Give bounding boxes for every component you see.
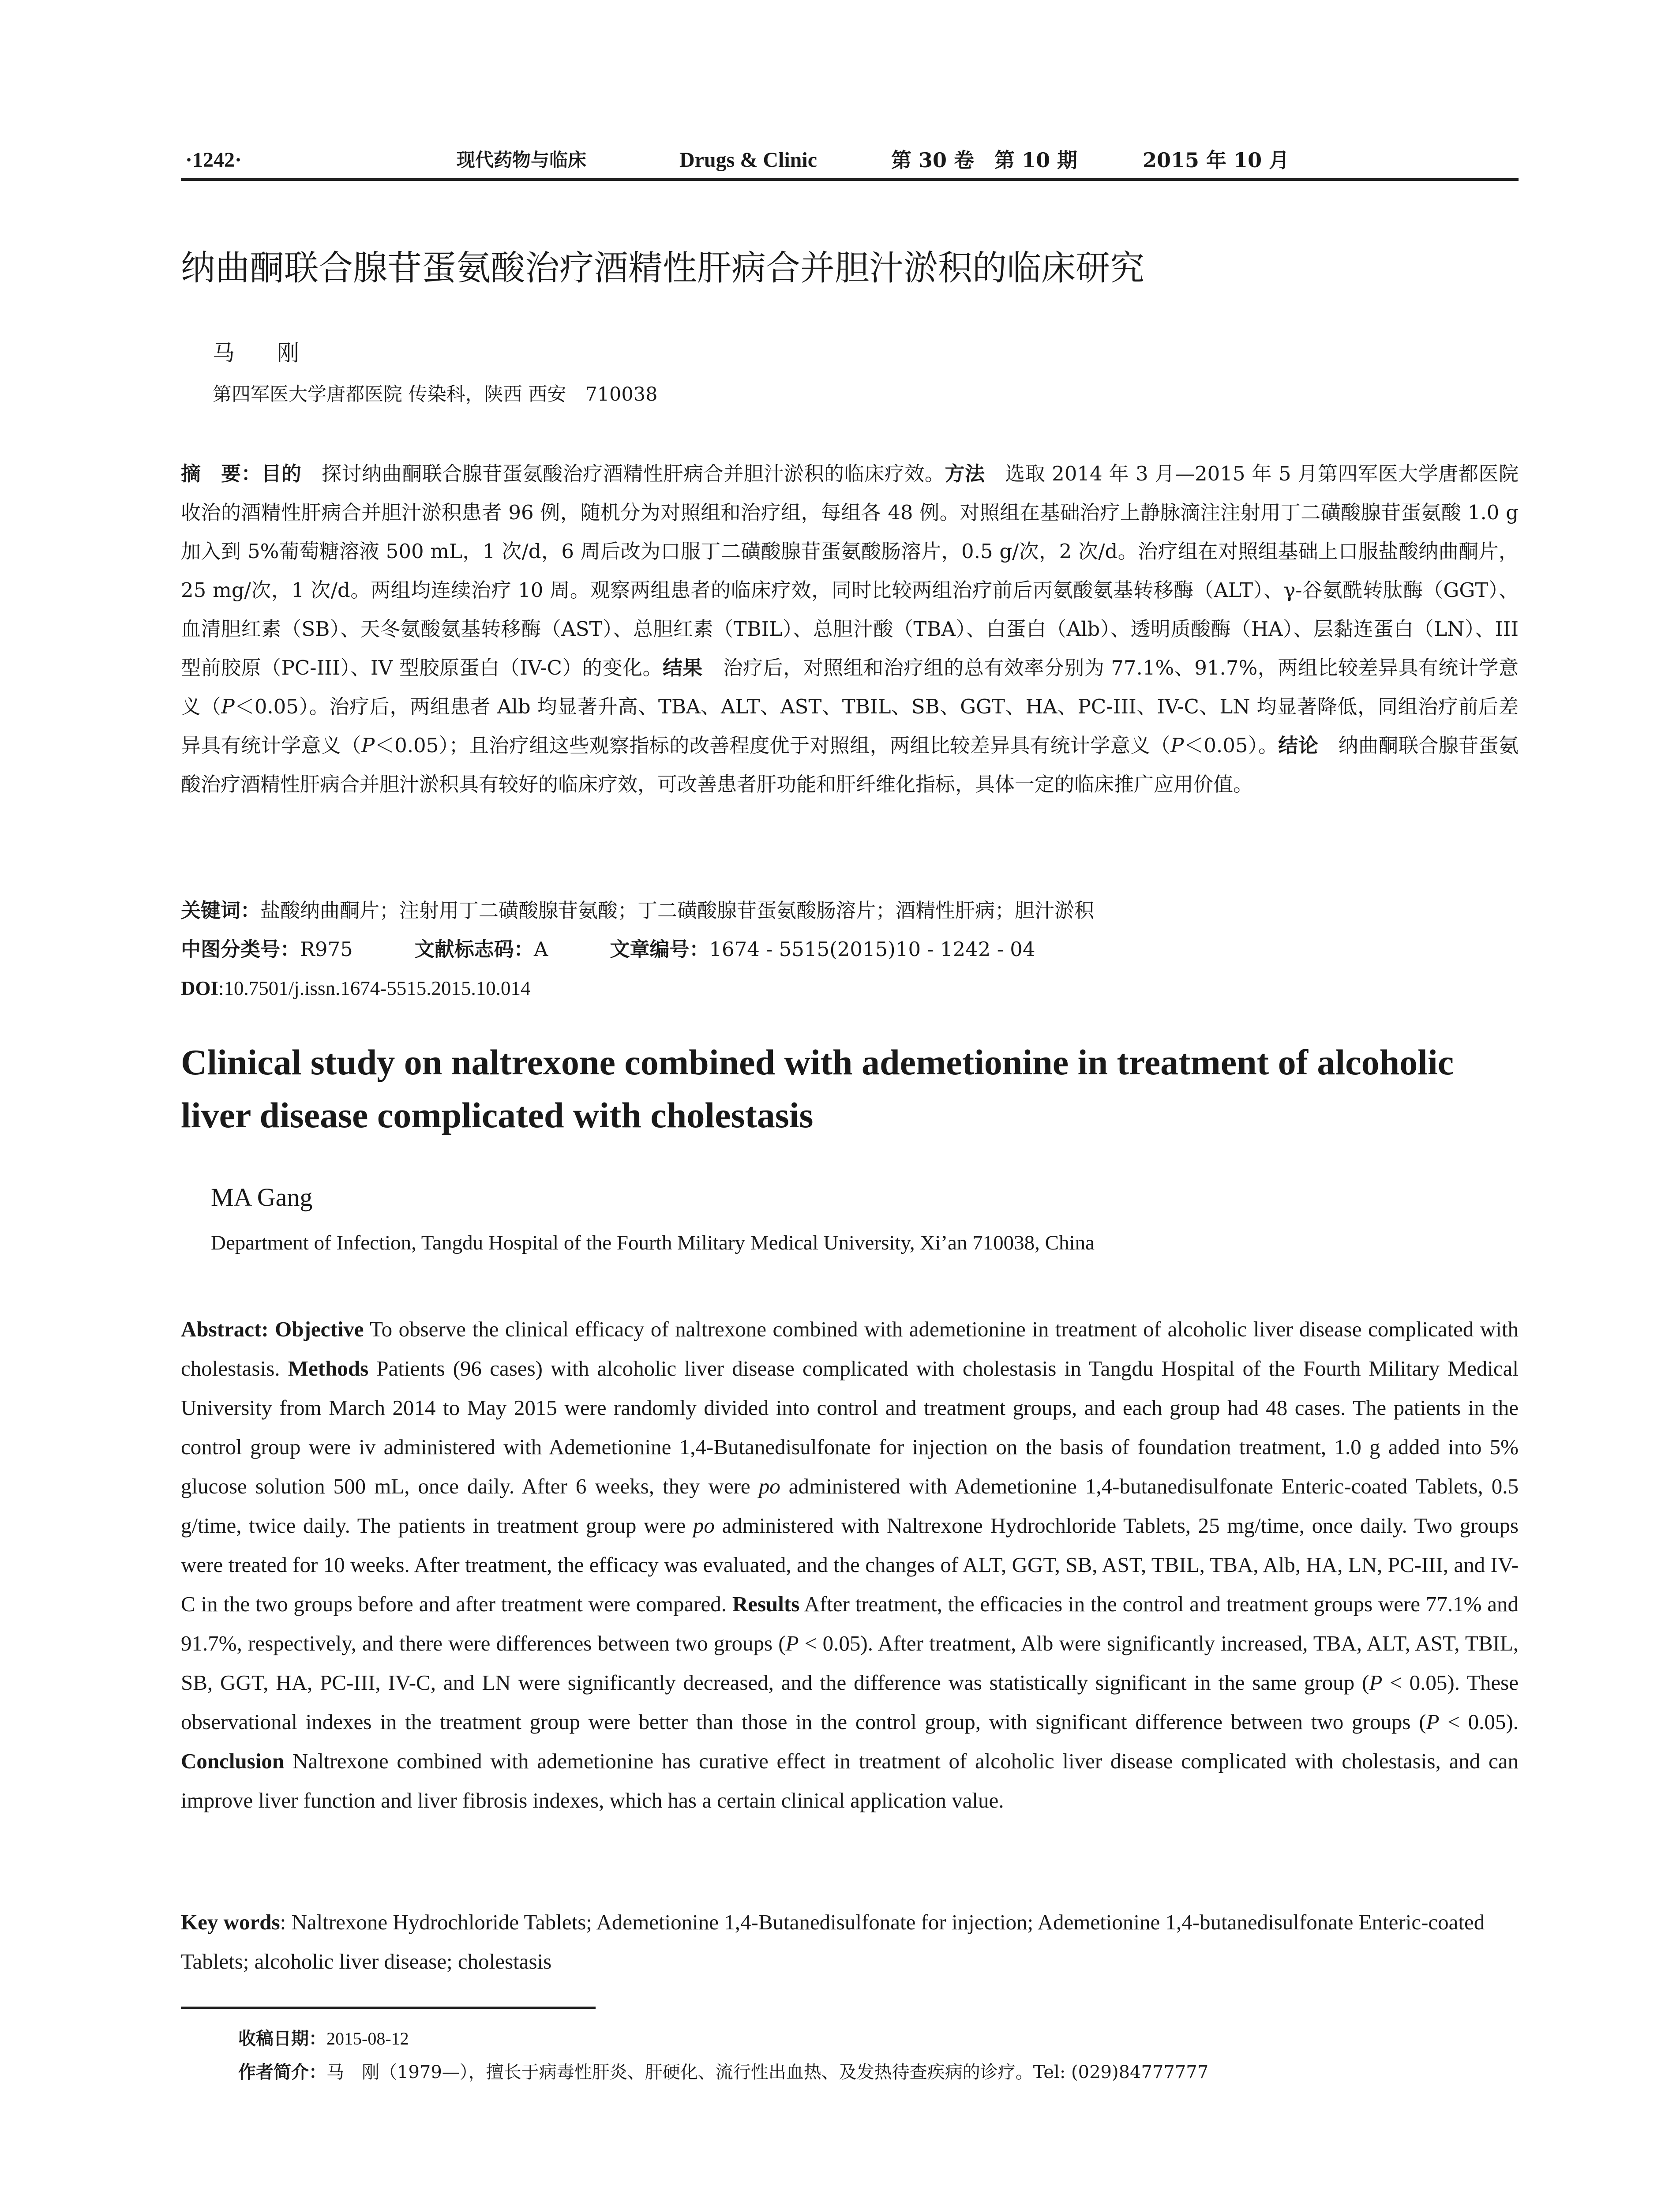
footnote-rule (181, 2007, 596, 2009)
po-abbreviation: po (758, 1474, 780, 1498)
p-value-symbol: P (361, 734, 375, 757)
issue-date: 2015 年 10 月 (1143, 148, 1290, 172)
results-text-en: < 0.05). (1439, 1710, 1519, 1734)
results-label-cn: 结果 (663, 656, 703, 679)
english-affiliation: Department of Infection, Tangdu Hospital of the Fourth Military Medical University, Xi’an 710038, China (211, 1231, 1095, 1254)
chinese-title: 纳曲酮联合腺苷蛋氨酸治疗酒精性肝病合并胆汁淤积的临床研究 (181, 248, 1145, 288)
results-text-en: < 0.05). These observational indexes in the treatment group were better than those in the control group, with significant difference between two groups ( (181, 1670, 1519, 1734)
chinese-affiliation: 第四军医大学唐都医院 传染科，陕西 西安 710038 (213, 383, 658, 405)
p-value-symbol: P (785, 1631, 799, 1655)
methods-text-cn: 选取 2014 年 3 月—2015 年 5 月第四军医大学唐都医院收治的酒精性肝病合并胆汁淤积患者 96 例，随机分为对照组和治疗组，每组各 48 例。对照组在基础治疗上静脉滴注注射用丁二磺酸腺苷蛋氨酸 1.0 g 加入到 5%葡萄糖溶液 500 mL，1 次/d，6 周后改为口服丁二磺酸腺苷蛋氨酸肠溶片，0.5 g/次，2 次/d。治疗组在对照组基础上口服盐酸纳曲酮片，25 mg/次，1 次/d。两组均连续治疗 10 周。观察两组患者的临床疗效，同时比较两组治疗前后丙氨酸氨基转移酶（ALT）、γ-谷氨酰转肽酶（GGT）、血清胆红素（SB）、天冬氨酸氨基转移酶（AST）、总胆红素（TBIL）、总胆汁酸（TBA）、白蛋白（Alb）、透明质酸酶（HA）、层黏连蛋白（LN）、III 型前胶原（PC-III）、IV 型胶原蛋白（IV-C）的变化。 (181, 462, 1519, 679)
keywords-label-cn: 关键词： (181, 899, 261, 922)
results-label-en: Results (732, 1592, 800, 1616)
author-bio-text: 马 刚（1979—），擅长于病毒性肝炎、肝硬化、流行性出血热、及发热待查疾病的诊疗。Tel: (029)84777777 (326, 2062, 1209, 2082)
received-date: 2015-08-12 (326, 2029, 409, 2048)
conclusion-label-cn: 结论 (1278, 734, 1319, 757)
author-bio-footnote (238, 2057, 1208, 2088)
doi-line (181, 969, 531, 1008)
results-text-cn: ＜0.05）。 (1184, 734, 1279, 757)
received-date-footnote (238, 2023, 409, 2054)
results-text-cn: 治疗后，对照组和治疗组的总有效率分别为 77.1%、91.7%，两组比较差异具有统计学意义（ (181, 656, 1519, 718)
chinese-abstract (181, 454, 1519, 804)
p-value-symbol: P (1426, 1710, 1440, 1734)
clc-number: R975 (300, 938, 353, 961)
english-abstract (181, 1309, 1519, 1820)
objective-text-cn: 探讨纳曲酮联合腺苷蛋氨酸治疗酒精性肝病合并胆汁淤积的临床疗效。 (301, 462, 945, 485)
objective-label-cn: 目的 (261, 462, 302, 485)
keywords-text-en: : Naltrexone Hydrochloride Tablets; Ademetionine 1,4-Butanedisulfonate for injection; Ademetionine 1,4-butanedisulfonate Enteric-coated Tablets; alcoholic liver disease; cholestasis (181, 1910, 1485, 1973)
journal-name-cn: 现代药物与临床 (457, 149, 587, 171)
conclusion-label-en: Conclusion (181, 1749, 285, 1773)
keywords-cn (181, 891, 1094, 930)
chinese-author: 马 刚 (213, 340, 317, 366)
p-value-symbol: P (221, 695, 235, 718)
objective-text-en: To observe the clinical efficacy of naltrexone combined with ademetionine in treatment of alcoholic liver disease complicated with cholestasis. (181, 1317, 1519, 1381)
results-text-en: < 0.05). After treatment, Alb were significantly increased, TBA, ALT, AST, TBIL, SB, GGT, HA, PC-III, IV-C, and LN were significantly decreased, and the difference was statistically significant in the same group ( (181, 1631, 1519, 1695)
article-number-label: 文章编号： (610, 938, 709, 961)
english-title: Clinical study on naltrexone combined with ademetionine in treatment of alcoholic liver disease complicated with cholestasis (181, 1042, 1454, 1135)
header-rule (181, 178, 1519, 181)
p-value-symbol: P (1369, 1670, 1383, 1695)
conclusion-text-cn: 纳曲酮联合腺苷蛋氨酸治疗酒精性肝病合并胆汁淤积具有较好的临床疗效，可改善患者肝功能和肝纤维化指标，具体一定的临床推广应用价值。 (181, 734, 1519, 796)
doc-code-label: 文献标志码： (414, 938, 534, 961)
p-value-symbol: P (1170, 734, 1184, 757)
methods-label-cn: 方法 (945, 462, 985, 485)
doi-value: :10.7501/j.issn.1674-5515.2015.10.014 (218, 977, 531, 999)
article-number: 1674 - 5515(2015)10 - 1242 - 04 (709, 938, 1035, 961)
methods-label-en: Methods (288, 1356, 369, 1381)
conclusion-text-en: Naltrexone combined with ademetionine has curative effect in treatment of alcoholic liver disease complicated with cholestasis, and can improve liver function and liver fibrosis indexes, which has a certain clinical application value. (181, 1749, 1519, 1812)
objective-label-en: Objective (275, 1317, 364, 1341)
methods-text-en: Patients (96 cases) with alcoholic liver disease complicated with cholestasis in Tangdu Hospital of the Fourth Military Medical University from March 2014 to May 2015 were randomly divided into control and treatment groups, and each group had 48 cases. The patients in the control group were iv administered with Ademetionine 1,4-Butanedisulfonate for injection on the basis of foundation treatment, 1.0 g added into 5% glucose solution 500 mL, once daily. After 6 weeks, they were (181, 1356, 1519, 1498)
results-text-cn: ＜0.05）。治疗后，两组患者 Alb 均显著升高、TBA、ALT、AST、TBIL、SB、GGT、HA、PC-III、IV-C、LN 均显著降低，同组治疗前后差异具有统计学意义（ (181, 695, 1519, 757)
keywords-en (181, 1902, 1519, 1981)
received-label: 收稿日期： (238, 2029, 326, 2049)
keywords-text-cn: 盐酸纳曲酮片；注射用丁二磺酸腺苷氨酸；丁二磺酸腺苷蛋氨酸肠溶片；酒精性肝病；胆汁淤积 (260, 899, 1095, 922)
clc-label: 中图分类号： (181, 938, 300, 961)
doc-code: A (533, 938, 548, 961)
results-text-cn: ＜0.05）；且治疗组这些观察指标的改善程度优于对照组，两组比较差异具有统计学意义（ (375, 734, 1171, 757)
journal-name-en: Drugs & Clinic (679, 148, 817, 172)
methods-text-en: administered with Ademetionine 1,4-butanedisulfonate Enteric-coated Tablets, 0.5 g/time, twice daily. The patients in treatment group were (181, 1474, 1519, 1538)
classification-line (181, 930, 1035, 969)
abstract-label-en: Abstract: (181, 1317, 269, 1341)
abstract-label-cn: 摘 要： (181, 462, 262, 485)
po-abbreviation: po (693, 1513, 715, 1538)
methods-text-en: administered with Naltrexone Hydrochloride Tablets, 25 mg/time, once daily. Two groups were treated for 10 weeks. After treatment, the efficacy was evaluated, and the changes of ALT, GGT, SB, AST, TBIL, TBA, Alb, HA, LN, PC-III, and IV-C in the two groups before and after treatment were compared. (181, 1513, 1519, 1616)
results-text-en: After treatment, the efficacies in the control and treatment groups were 77.1% and 91.7%, respectively, and there were differences between two groups ( (181, 1592, 1519, 1655)
keywords-label-en: Key words (181, 1910, 280, 1934)
running-header (181, 140, 1519, 180)
volume-issue: 第 30 卷 第 10 期 (891, 148, 1078, 172)
english-author: MA Gang (211, 1183, 313, 1212)
page-number: ·1242· (185, 148, 242, 172)
doi-label: DOI (181, 977, 219, 999)
author-bio-label: 作者简介： (238, 2062, 326, 2082)
